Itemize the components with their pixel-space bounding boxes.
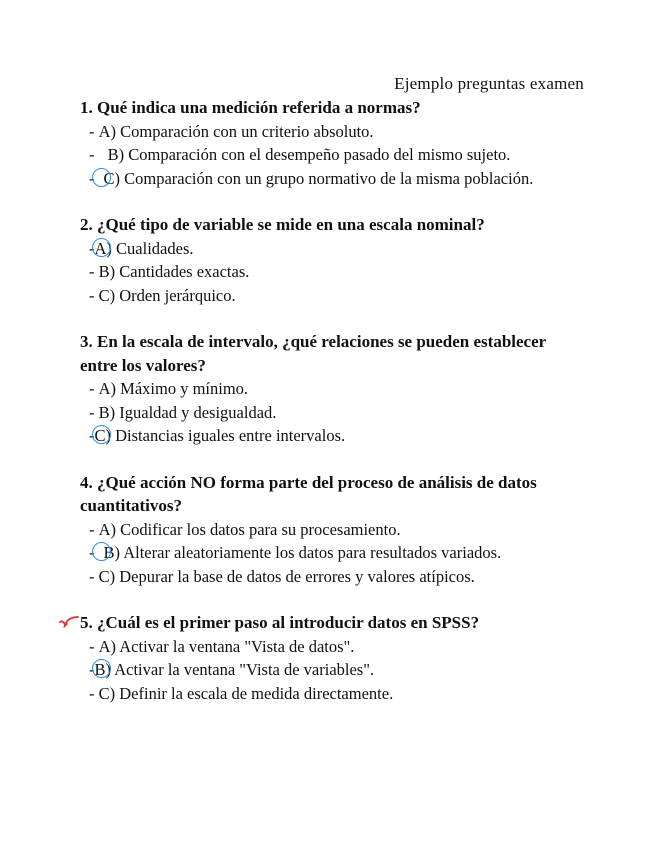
option-c [80,565,580,589]
question-3 [80,330,580,448]
option-prefix: - [89,262,99,281]
option-text: Alterar aleatoriamente los datos para resultados variados. [120,543,502,562]
option-b [80,143,580,167]
option-letter: A) [98,636,117,656]
option-prefix: - [89,519,99,539]
option-letter: A) [94,238,112,258]
question-title: 1. Qué indica una medición referida a normas? [80,98,421,117]
option-a [80,518,580,542]
question-list [80,96,580,728]
option-b [80,260,580,284]
question-5 [80,611,580,705]
option-letter: B) [94,660,111,679]
option-prefix: - [89,683,99,703]
option-a [80,237,580,261]
option-letter: C) [103,168,120,188]
option-text: Activar la ventana "Vista de datos". [116,636,355,656]
option-text: Comparación con un grupo normativo de la misma población. [120,168,534,188]
option-c [80,682,580,706]
option-text: Igualdad y desigualdad. [115,402,277,422]
option-letter: B) [98,262,116,281]
option-text: Definir la escala de medida directamente. [115,683,394,703]
option-text: Comparación con un criterio absoluto. [116,121,374,141]
question-2 [80,213,580,307]
option-prefix: - [89,566,99,586]
page-header: Ejemplo preguntas examen [394,74,584,93]
option-letter: A) [98,519,117,539]
question-4 [80,471,580,589]
question-1 [80,96,580,190]
option-letter: C) [98,285,116,305]
option-letter: A) [98,121,117,141]
question-title: 4. ¿Qué acción NO forma parte del proceso de análisis de datos cuantitativos? [80,472,537,515]
option-text: Cualidades. [111,238,194,258]
option-letter: A) [98,379,117,398]
question-title [80,611,580,635]
option-c [80,284,580,308]
option-a [80,377,580,401]
question-title: 2. ¿Qué tipo de variable se mide en una escala nominal? [80,215,485,234]
option-c [80,424,580,448]
option-text: Orden jerárquico. [115,285,236,305]
option-letter: C) [94,426,111,445]
option-text: Distancias iguales entre intervalos. [111,426,346,445]
question-title: 3. En la escala de intervalo, ¿qué relaciones se pueden establecer entre los valores? [80,332,546,375]
option-text: Activar la ventana "Vista de variables". [111,660,375,679]
option-a [80,120,580,144]
option-text: Máximo y mínimo. [116,379,249,398]
option-text: Comparación con el desempeño pasado del mismo sujeto. [124,145,511,164]
option-letter: C) [98,566,116,586]
option-prefix: - [89,121,99,141]
question-title-text: 5. ¿Cuál es el primer paso al introducir datos en SPSS? [80,613,480,632]
option-prefix: - [89,660,95,679]
option-prefix: - [89,168,95,188]
red-check-mark-icon [58,613,80,631]
option-b [80,401,580,425]
option-prefix: - [89,238,95,258]
option-prefix: - [89,145,99,164]
option-c [80,167,580,191]
option-prefix: - [89,636,99,656]
option-b [80,541,580,565]
option-prefix: - [89,426,95,445]
option-prefix: - [89,402,99,422]
option-a [80,635,580,659]
option-prefix: - [89,285,99,305]
option-text: Codificar los datos para su procesamiento. [116,519,401,539]
option-letter: B) [98,402,116,422]
option-letter: B) [103,543,120,562]
option-prefix: - [89,543,95,562]
option-prefix: - [89,379,99,398]
option-text: Depurar la base de datos de errores y valores atípicos. [115,566,475,586]
option-letter: B) [107,145,125,164]
option-b [80,658,580,682]
option-text: Cantidades exactas. [115,262,250,281]
option-letter: C) [98,683,116,703]
